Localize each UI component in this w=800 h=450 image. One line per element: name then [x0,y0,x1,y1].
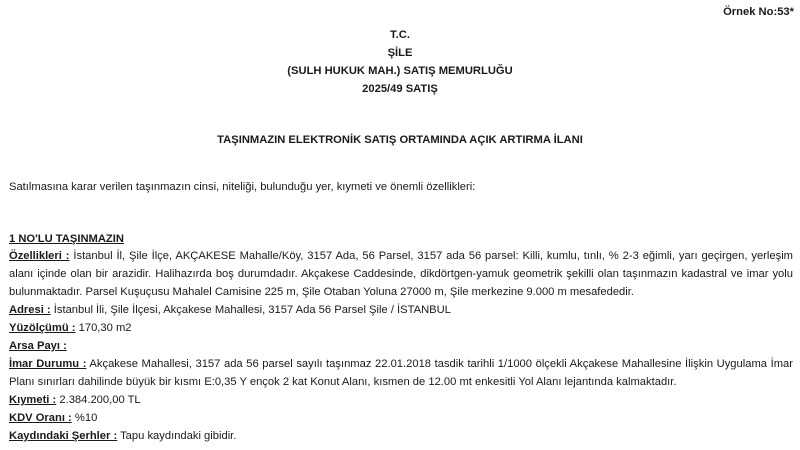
header-case-number: 2025/49 SATIŞ [362,83,438,95]
area-text: 170,30 m2 [78,322,132,334]
share-label: Arsa Payı : [9,340,67,352]
header-office: (SULH HUKUK MAH.) SATIŞ MEMURLUĞU [287,65,513,77]
zoning-text: Akçakese Mahallesi, 3157 ada 56 parsel sayılı taşınmaz 22.01.2018 tasdik tarihli 1/1000 ölçekli Akçakese Mahallesine İlişkin Uygulama İmar Planı sınırları dahilinde büyük bir kısmı E:0,35 Y ençok 2 kat Konut Alanı, kısmen de 12.00 mt enkesitli Yol Alanı lejantında kalmaktadır. [9,358,793,388]
property-section [9,230,793,445]
zoning-row [9,355,793,391]
header-district: ŞİLE [387,47,413,59]
annotations-label: Kaydındaki Şerhler : [9,430,118,442]
vat-text: %10 [74,412,98,424]
sample-number: Örnek No:53* [723,6,794,18]
zoning-label: İmar Durumu : [9,358,87,370]
address-text: İstanbul İli, Şile İlçesi, Akçakese Mahallesi, 3157 Ada 56 Parsel Şile / İSTANBUL [53,304,451,316]
value-text: 2.384.200,00 TL [59,394,141,406]
features-text: İstanbul İl, Şile İlçe, AKÇAKESE Mahalle/Köy, 3157 Ada, 56 Parsel, 3157 ada 56 parsel: Killi, kumlu, tınlı, % 2-3 eğimli, yarı geçirgen, yerleşim alanı içinde olan bir arazidir. Halihazırda boş durumdadır. Akçakese Caddesinde, dikdörtgen-yamuk geometrik şekilli olan taşınmazın kadastral ve imar yolu bulunmaktadır. Parsel Kuşuçusu Mahalel Camisine 225 m, Şile Otaban Yoluna 27000 m, Şile merkezine 9.000 m mesafededir. [9,250,794,298]
property-heading: 1 NO'LU TAŞINMAZIN [9,233,124,245]
intro-text: Satılmasına karar verilen taşınmazın cinsi, niteliği, bulunduğu yer, kıymeti ve önemli özellikleri: [9,181,476,193]
value-label: Kıymeti : [9,394,57,406]
header-republic: T.C. [390,29,410,41]
document-header [0,26,800,98]
annotations-text: Tapu kaydındaki gibidir. [120,430,237,442]
area-label: Yüzölçümü : [9,322,76,334]
area-row [9,319,793,337]
vat-label: KDV Oranı : [9,412,72,424]
notice-title: TAŞINMAZIN ELEKTRONİK SATIŞ ORTAMINDA AÇIK ARTIRMA İLANI [217,134,583,146]
value-row [9,391,793,409]
address-row [9,301,793,319]
address-label: Adresi : [9,304,51,316]
features-row [9,247,793,301]
annotations-row [9,427,793,445]
share-row [9,337,793,355]
vat-row [9,409,793,427]
features-label: Özellikleri : [9,250,70,262]
